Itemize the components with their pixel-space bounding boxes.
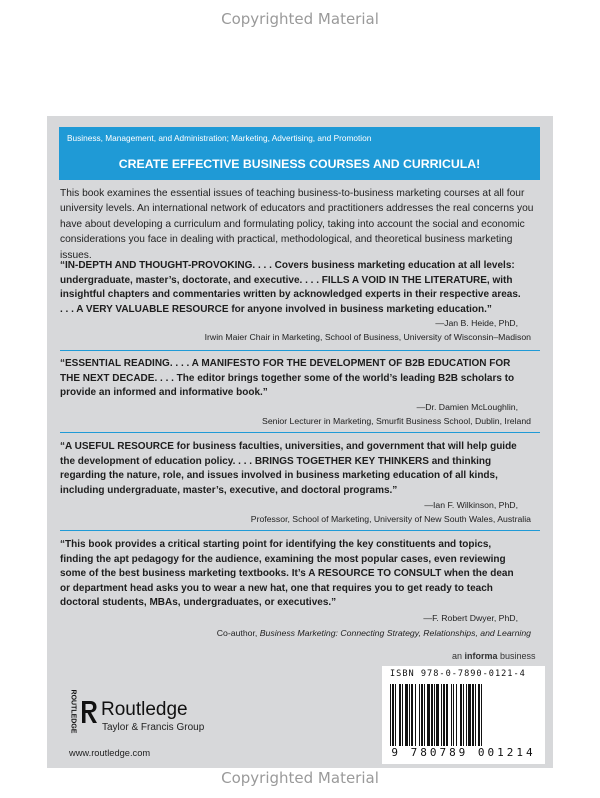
informa-suffix: business <box>497 651 536 661</box>
barcode-number: 9 780789 001214 <box>391 746 536 759</box>
testimonial-4-author: —F. Robert Dwyer, PhD, <box>423 613 518 623</box>
barcode-bar <box>456 684 457 746</box>
barcode-bar <box>399 684 401 746</box>
publisher-group: Taylor & Francis Group <box>102 722 205 733</box>
watermark-bottom: Copyrighted Material <box>221 769 379 787</box>
testimonial-1-affiliation: Irwin Maier Chair in Marketing, School of Business, University of Wisconsin–Madison <box>204 332 531 342</box>
banner-headline: CREATE EFFECTIVE BUSINESS COURSES AND CURRICULA! <box>118 157 481 171</box>
barcode-bar <box>443 684 445 746</box>
barcode-panel <box>382 666 545 764</box>
quote-line: undergraduate, master’s, doctorate, and executive. . . . FILLS A VOID IN THE LITERATURE, with <box>60 274 513 286</box>
vertical-label: ROUTLEDGE <box>69 689 77 734</box>
publisher-name: Routledge <box>101 699 188 720</box>
testimonial-4 <box>60 538 540 611</box>
book-description: This book examines the essential issues of teaching business-to-business marketing courses at all four university levels. An international network of educators and practitioners addresses the real concerns you have about developing a curriculum and formulating policy, taking into account the social and economic considerations you face in dealing with practical, methodological, and theoretical business marketing issues. <box>60 188 534 261</box>
quote-line: “This book provides a critical starting point for identifying the key constituents and topics, <box>60 539 492 550</box>
quote-line: “IN-DEPTH AND THOUGHT-PROVOKING. . . . Covers business marketing education at all levels: <box>60 260 515 271</box>
informa-brand: informa <box>464 651 498 661</box>
barcode-bar <box>436 684 439 746</box>
testimonial-2-affiliation: Senior Lecturer in Marketing, Smurfit Business School, Dublin, Ireland <box>262 416 531 426</box>
testimonial-3-affiliation: Professor, School of Marketing, University of New South Wales, Australia <box>250 514 531 524</box>
quote-line: “ESSENTIAL READING. . . . A MANIFESTO FOR THE DEVELOPMENT OF B2B EDUCATION FOR <box>60 358 511 369</box>
barcode-bar <box>434 684 435 746</box>
quote-line: finding the apt pedagogy for the audience, examining the most popular cases, even reviewing <box>60 553 506 565</box>
barcode-bar <box>453 684 454 746</box>
barcode-bar <box>390 684 391 746</box>
informa-business-label <box>452 651 536 661</box>
barcode-bar <box>419 684 420 746</box>
testimonial-2 <box>60 357 540 401</box>
quote-line: . . . A VERY VALUABLE RESOURCE for anyone involved in business marketing education.” <box>60 303 492 315</box>
quote-line: regarding the nature, role, and issues involved in business marketing education of all kinds, <box>60 470 498 482</box>
barcode-bar <box>451 684 452 746</box>
barcode-bar <box>424 684 425 746</box>
informa-prefix: an <box>452 651 465 661</box>
barcode-bar <box>411 684 413 746</box>
testimonial-3 <box>60 440 540 498</box>
barcode-bar <box>466 684 467 746</box>
barcode-bar <box>475 684 476 746</box>
divider-rule <box>60 530 540 531</box>
quote-line: doctoral students, MBAs, undergraduates, or executives.” <box>60 597 337 609</box>
barcode-bar <box>472 684 474 746</box>
testimonial-3-author: —Ian F. Wilkinson, PhD, <box>424 500 518 510</box>
affiliation-prefix: Co-author, <box>216 628 260 638</box>
routledge-logo-icon <box>81 700 98 724</box>
barcode-bar <box>481 684 482 746</box>
routledge-vertical-wordmark <box>68 690 82 738</box>
testimonial-2-author: —Dr. Damien McLoughlin, <box>416 402 518 412</box>
quote-line: insightful chapters and commentaries written by acknowledged experts in their respective areas. <box>60 289 521 301</box>
testimonial-1 <box>60 259 540 317</box>
category-text: Business, Management, and Administration; Marketing, Advertising, and Promotion <box>67 133 372 143</box>
barcode-bar <box>402 684 403 746</box>
testimonial-1-author: —Jan B. Heide, PhD, <box>435 318 518 328</box>
quote-line: THE NEXT DECADE. . . . The editor brings together some of the world’s leading B2B scholars to <box>60 372 515 384</box>
quote-line: or department head asks you to wear a new hat, one that requires you to get ready to teach <box>60 582 493 594</box>
barcode-bars <box>388 684 539 746</box>
barcode-bar <box>427 684 430 746</box>
isbn-text: ISBN 978-0-7890-0121-4 <box>390 669 526 679</box>
barcode-bar <box>421 684 423 746</box>
quote-line: provide an informed and informative book.” <box>60 387 268 399</box>
watermark-top: Copyrighted Material <box>221 10 379 28</box>
barcode-bar <box>395 684 396 746</box>
quote-line: including undergraduate, master’s, executive, and doctoral programs.” <box>60 484 398 496</box>
divider-rule <box>60 432 540 433</box>
barcode-bar <box>460 684 462 746</box>
barcode-bar <box>409 684 410 746</box>
barcode-bar <box>431 684 433 746</box>
publisher-url[interactable]: www.routledge.com <box>69 748 151 758</box>
barcode-bar <box>478 684 480 746</box>
barcode-bar <box>415 684 416 746</box>
quote-line: some of the best business marketing textbooks. It’s A RESOURCE TO CONSULT when the dean <box>60 568 514 580</box>
barcode-bar <box>441 684 442 746</box>
quote-line: the development of education policy. . . . BRINGS TOGETHER KEY THINKERS and thinking <box>60 455 492 467</box>
barcode-bar <box>392 684 394 746</box>
divider-rule <box>60 350 540 351</box>
book-title-italic: Business Marketing: Connecting Strategy, Relationships, and Learning <box>259 628 531 638</box>
barcode-bar <box>446 684 448 746</box>
quote-line: “A USEFUL RESOURCE for business faculties, universities, and government that will help guide <box>60 441 517 452</box>
barcode-bar <box>468 684 471 746</box>
barcode-bar <box>463 684 464 746</box>
testimonial-4-affiliation <box>217 628 531 638</box>
barcode-bar <box>405 684 408 746</box>
header-banner <box>59 127 540 180</box>
